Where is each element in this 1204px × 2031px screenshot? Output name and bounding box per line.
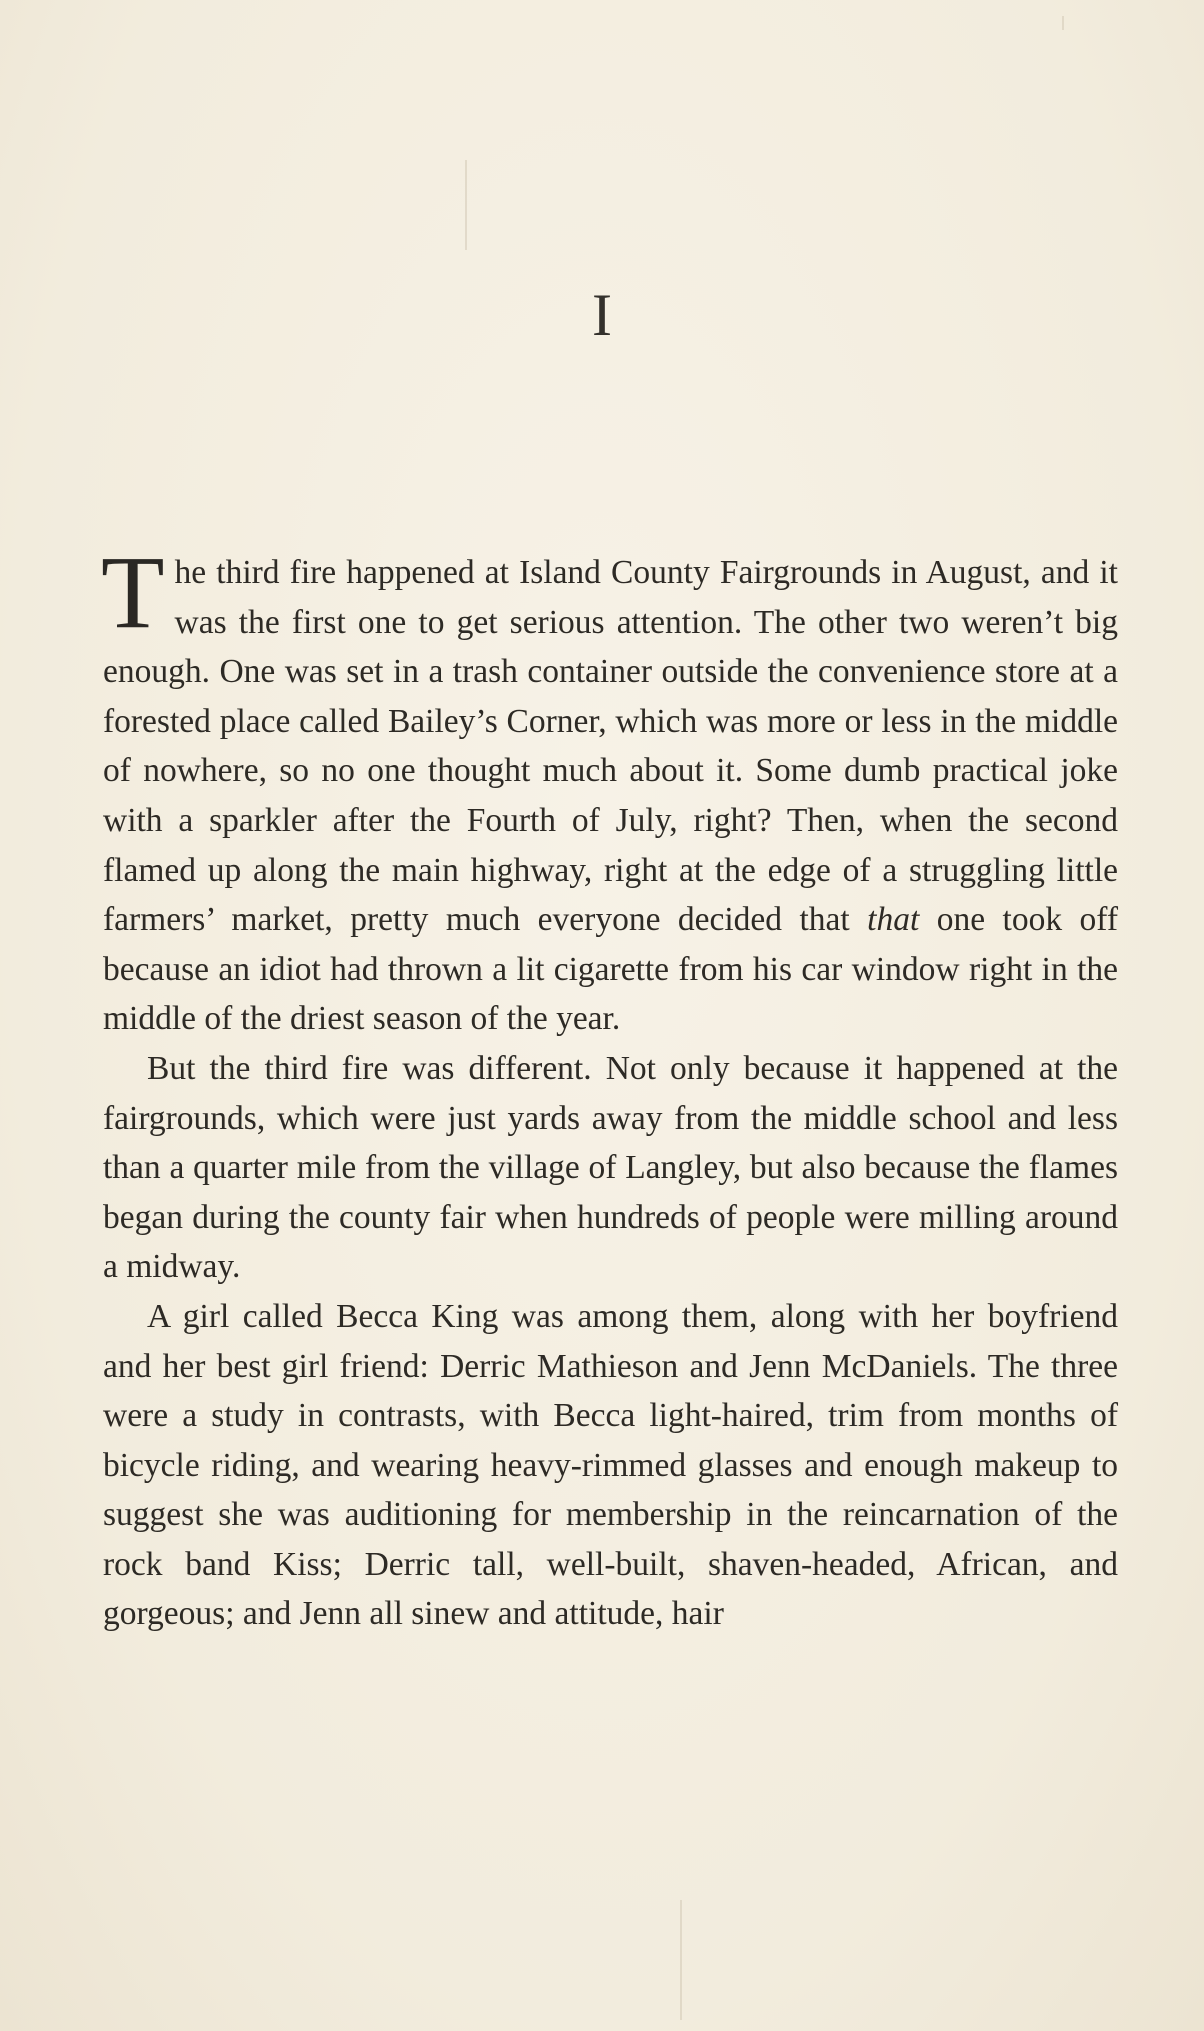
italic-word: that bbox=[867, 901, 920, 939]
paragraph-1-text: he third fire happened at Island County Fairgrounds in August, and it was the first one to get serious attention. The other two weren’t big enough. One was set in a trash container outside the convenience store at a forested place called Bailey’s Corner, which was more or less in the middle of nowhere, so no one thought much about it. Some dumb practical joke with a sparkler after the Fourth of July, right? Then, when the second flamed up along the main highway, right at the edge of a struggling little farmers’ market, pretty much everyone decided that bbox=[103, 554, 1118, 939]
paper-speck bbox=[680, 1900, 682, 2020]
paragraph-1-text-end: one took off because an idiot had thrown a lit cigarette from his car window right in the middle of the driest season of the year. bbox=[103, 901, 1119, 1038]
paper-speck bbox=[1062, 16, 1064, 30]
paragraph-3: A girl called Becca King was among them, along with her boyfriend and her best girl friend: Derric Mathieson and Jenn McDaniels. The three were a study in contrasts, with Becca light-haired, trim from months of bicycle riding, and wearing heavy-rimmed glasses and enough makeup to suggest she was auditioning for membership in the reincarnation of the rock band Kiss; Derric tall, well-built, shaven-headed, African, and gorgeous; and Jenn all sinew and attitude, hair bbox=[103, 1297, 1118, 1633]
chapter-body bbox=[101, 535, 1119, 1639]
paper-speck bbox=[465, 160, 467, 250]
paragraph-1 bbox=[101, 535, 1119, 1044]
drop-cap: T bbox=[101, 535, 165, 650]
paragraph-2: But the third fire was different. Not only because it happened at the fairgrounds, which were just yards away from the middle school and less than a quarter mile from the village of Langley, but also because the flames began during the county fair when hundreds of people were milling around a midway. bbox=[103, 1049, 1118, 1286]
chapter-number: I bbox=[592, 282, 612, 348]
